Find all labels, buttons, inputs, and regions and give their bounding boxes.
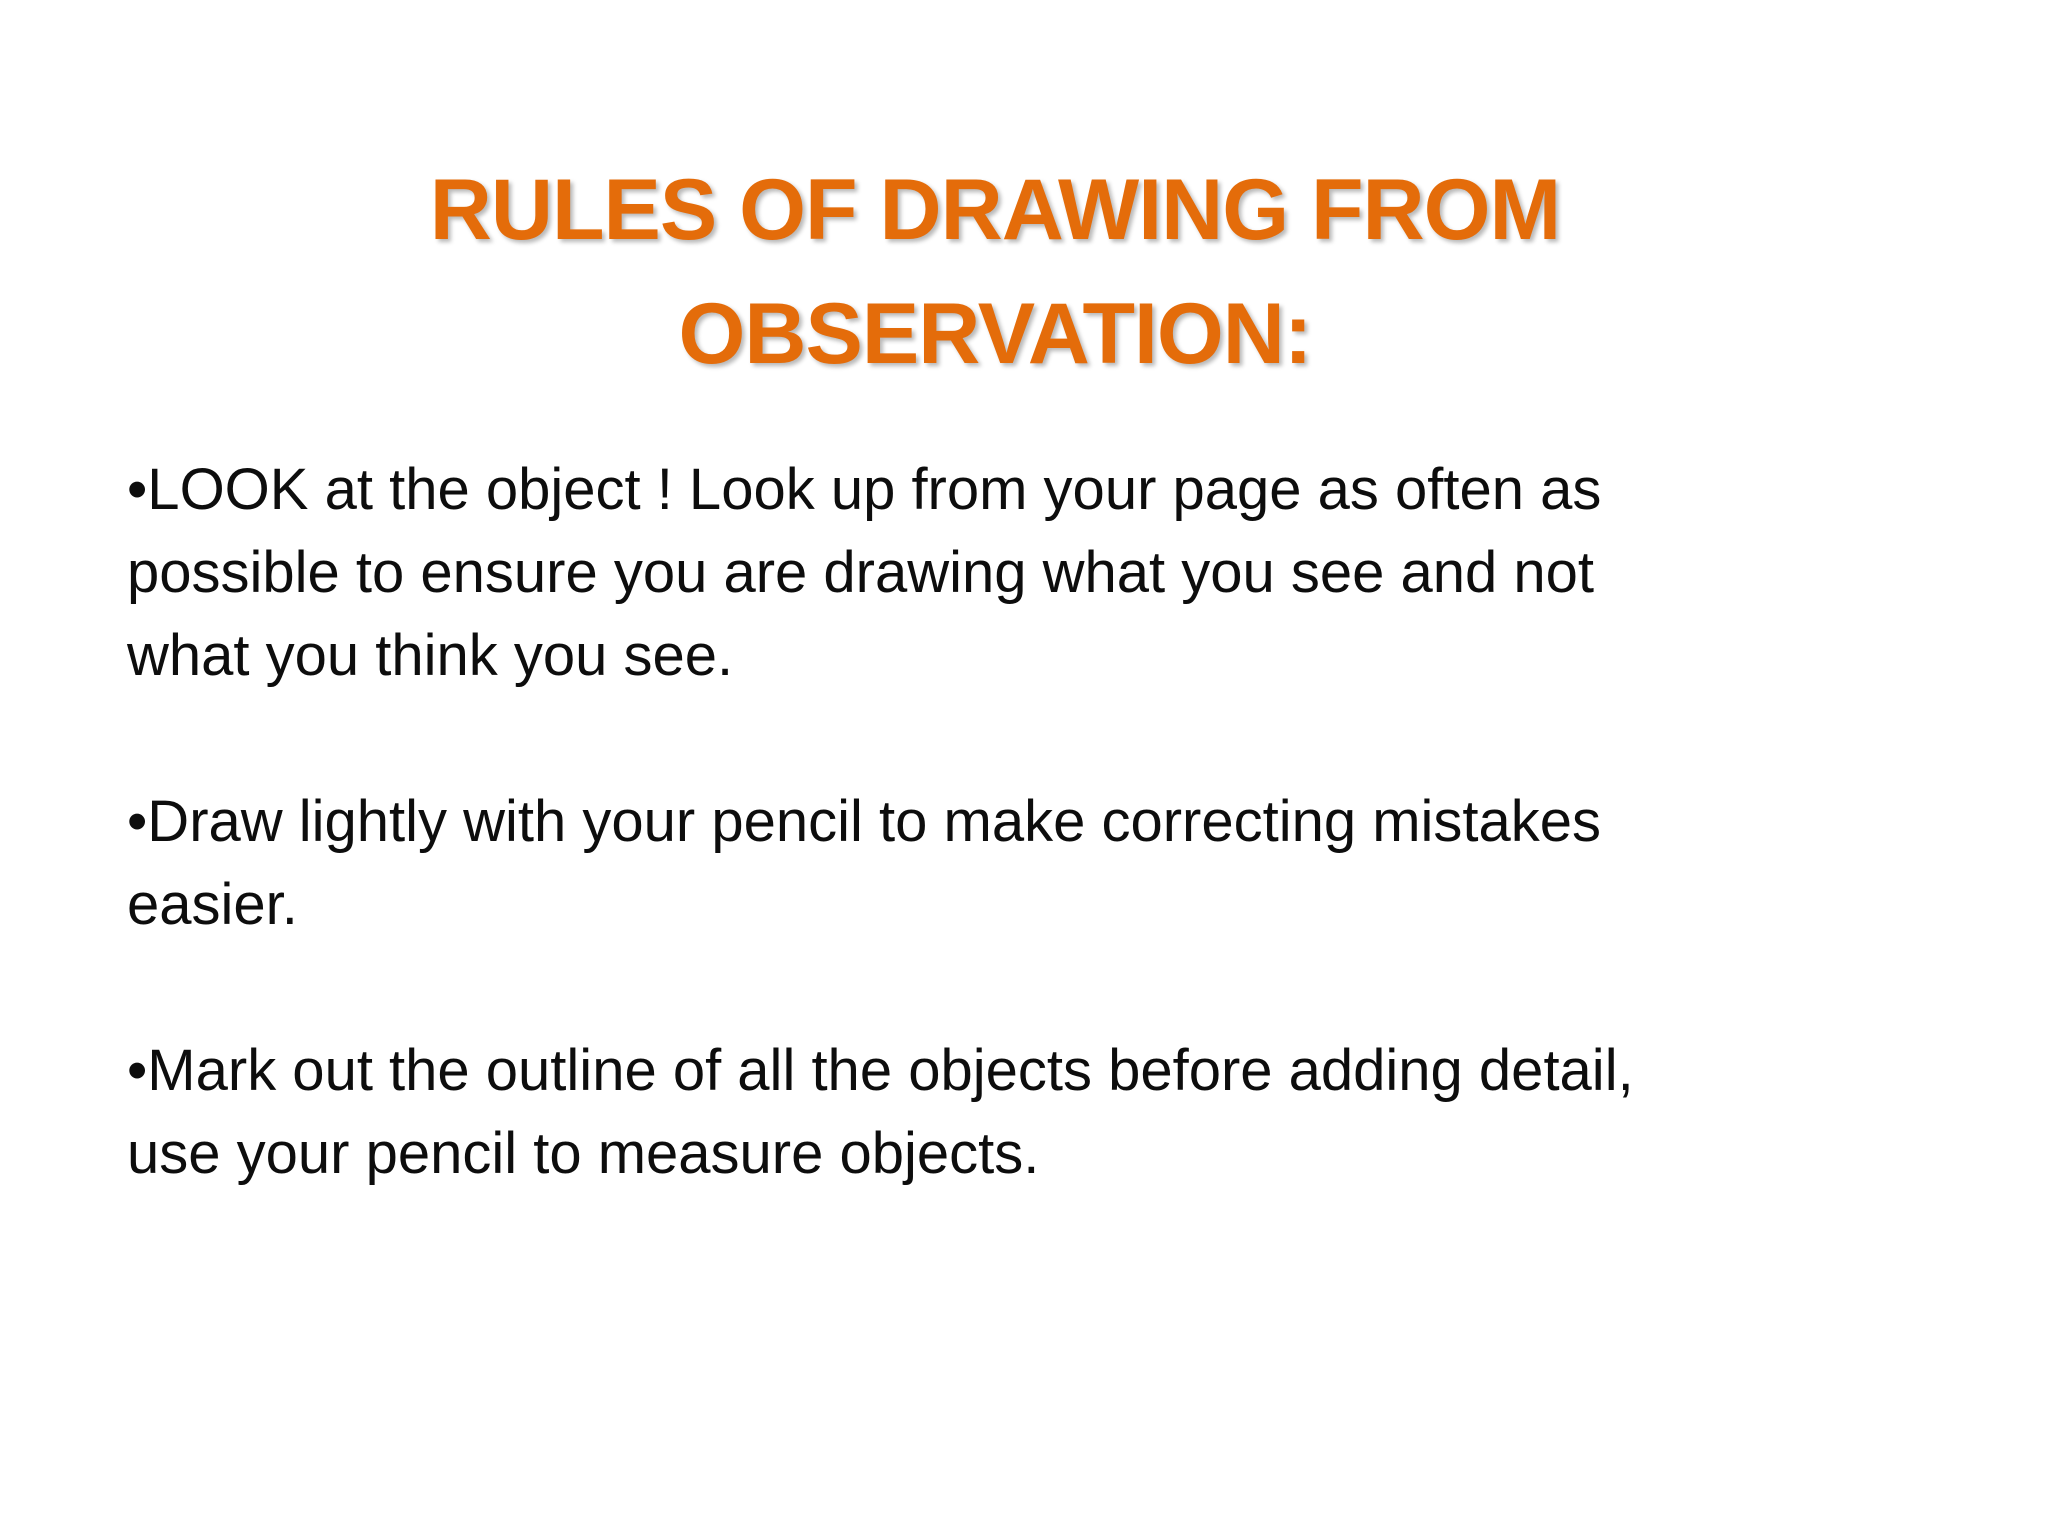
bullet-item-mark-outline [127, 1029, 1987, 1195]
title-line-2: OBSERVATION: [678, 286, 1312, 382]
bullet-line: •LOOK at the object ! Look up from your page as often as [127, 457, 1602, 522]
bullet-item-draw-lightly [127, 780, 1987, 946]
slide-title [0, 148, 1990, 396]
bullet-line: •Mark out the outline of all the objects before adding detail, [127, 1038, 1634, 1103]
bullet-line: •Draw lightly with your pencil to make correcting mistakes [127, 789, 1602, 854]
bullet-line: possible to ensure you are drawing what you see and not [127, 540, 1595, 605]
bullet-line: easier. [127, 872, 298, 937]
bullet-line: use your pencil to measure objects. [127, 1121, 1040, 1186]
title-line-1: RULES OF DRAWING FROM [429, 162, 1561, 258]
bullet-item-look [127, 448, 1987, 697]
bullet-line: what you think you see. [127, 623, 734, 688]
bullet-list [127, 448, 1987, 1195]
